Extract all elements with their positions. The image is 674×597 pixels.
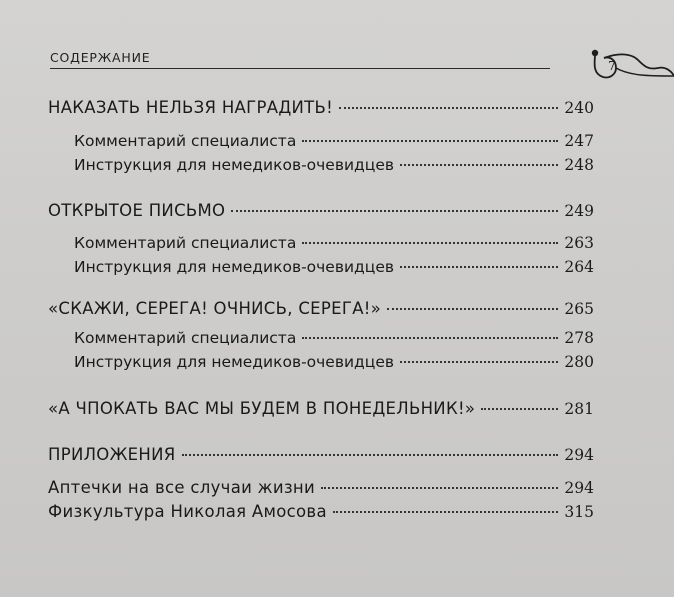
toc-entry-page: 249 [564, 202, 594, 220]
toc-entry-title: Инструкция для немедиков-очевидцев [74, 156, 394, 174]
dot-leader [182, 454, 559, 456]
dot-leader [333, 511, 559, 513]
toc-entry [74, 132, 594, 156]
toc-entry-page: 315 [564, 503, 594, 521]
page-number: 7 [608, 59, 616, 73]
toc-entry [48, 98, 594, 122]
toc-entry [74, 156, 594, 180]
toc-entry-title: «А ЧПОКАТЬ ВАС МЫ БУДЕМ В ПОНЕДЕЛЬНИК!» [48, 399, 476, 418]
dot-leader [231, 210, 558, 212]
dot-leader [302, 337, 558, 339]
toc-entry-page: 248 [564, 156, 594, 174]
toc-entry [48, 445, 594, 469]
toc-entry-page: 264 [564, 258, 594, 276]
toc-entry [74, 234, 594, 258]
toc-entry-title: Комментарий специалиста [74, 329, 297, 347]
toc-entry-title: Аптечки на все случаи жизни [48, 478, 316, 497]
toc-entry [74, 329, 594, 353]
toc-entry-page: 280 [564, 353, 594, 371]
stethoscope-icon [570, 46, 674, 86]
toc-entry-title: Инструкция для немедиков-очевидцев [74, 258, 394, 276]
toc-entry-title: Комментарий специалиста [74, 132, 297, 150]
dot-leader [400, 361, 558, 363]
dot-leader [302, 242, 558, 244]
toc-entry-page: 281 [564, 400, 594, 418]
toc-entry-title: Комментарий специалиста [74, 234, 297, 252]
dot-leader [387, 308, 558, 310]
toc-entry-title: ОТКРЫТОЕ ПИСЬМО [48, 201, 226, 220]
toc-entry-page: 265 [564, 300, 594, 318]
header-title: СОДЕРЖАНИЕ [50, 50, 151, 65]
toc-entry-title: «СКАЖИ, СЕРЕГА! ОЧНИСЬ, СЕРЕГА!» [48, 299, 382, 318]
toc-entry-page: 278 [564, 329, 594, 347]
toc-entry [74, 258, 594, 282]
toc-entry [48, 478, 594, 502]
dot-leader [321, 487, 558, 489]
dot-leader [481, 408, 558, 410]
toc-entry [48, 201, 594, 225]
toc-entry-title: Физкультура Николая Амосова [48, 502, 327, 521]
dot-leader [400, 164, 558, 166]
toc-entry-page: 247 [564, 132, 594, 150]
dot-leader [339, 107, 558, 109]
toc-entry [48, 502, 594, 526]
toc-entry-page: 263 [564, 234, 594, 252]
toc-entry-title: ПРИЛОЖЕНИЯ [48, 445, 176, 464]
page-header [50, 46, 650, 72]
toc-entry [48, 399, 594, 423]
toc-entry [74, 353, 594, 377]
toc-entry-title: НАКАЗАТЬ НЕЛЬЗЯ НАГРАДИТЬ! [48, 98, 334, 117]
toc-entry [48, 299, 594, 323]
toc-entry-page: 294 [564, 446, 594, 464]
toc-entry-page: 294 [564, 479, 594, 497]
toc-entry-page: 240 [564, 99, 594, 117]
toc-entry-title: Инструкция для немедиков-очевидцев [74, 353, 394, 371]
dot-leader [400, 266, 558, 268]
header-rule [50, 68, 550, 69]
dot-leader [302, 140, 558, 142]
